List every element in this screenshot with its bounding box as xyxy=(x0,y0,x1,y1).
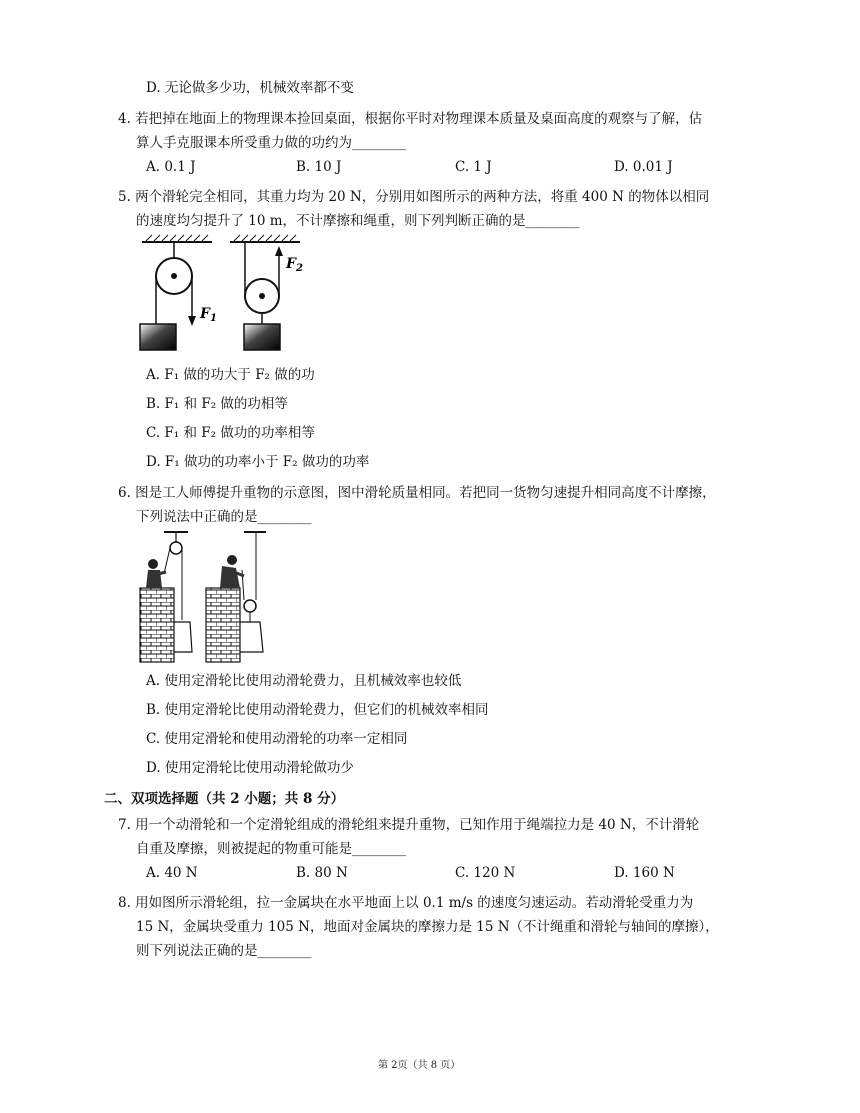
movable-pulley-diagram xyxy=(230,235,300,350)
q4-option-c: C. 1 J xyxy=(455,159,492,175)
page-footer: 第 2页（共 8 页） xyxy=(378,1060,461,1071)
q6-worker-figure xyxy=(136,530,276,664)
q5-stem-line1: 5. 两个滑轮完全相同，其重力均为 20 N，分别用如图所示的两种方法，将重 400 N 的物体以相同 xyxy=(118,189,710,205)
q5-stem-line2: 的速度均匀提升了 10 m，不计摩擦和绳重，则下列判断正确的是________ xyxy=(136,213,580,229)
fixed-pulley-worker-scene xyxy=(140,532,192,662)
section-2-heading: 二、双项选择题（共 2 小题；共 8 分） xyxy=(104,791,345,807)
q3-option-d: D. 无论做多少功，机械效率都不变 xyxy=(146,80,354,96)
q6-option-a: A. 使用定滑轮比使用动滑轮费力，且机械效率也较低 xyxy=(146,673,462,689)
q8-stem-line1: 8. 用如图所示滑轮组，拉一金属块在水平地面上以 0.1 m/s 的速度匀速运动。若动滑轮受重力为 xyxy=(118,895,694,911)
q6-option-c: C. 使用定滑轮和使用动滑轮的功率一定相同 xyxy=(146,731,408,747)
q7-option-c: C. 120 N xyxy=(455,865,516,881)
fixed-pulley-diagram xyxy=(140,235,212,350)
q4-option-a: A. 0.1 J xyxy=(146,159,196,175)
q8-stem-line3: 则下列说法正确的是________ xyxy=(136,943,312,959)
q7-option-d: D. 160 N xyxy=(614,865,675,881)
movable-pulley-worker-scene xyxy=(206,532,266,662)
q8-stem-line2: 15 N，金属块受重力 105 N，地面对金属块的摩擦力是 15 N（不计绳重和滑轮与轴间的摩擦）， xyxy=(136,919,719,935)
f2-label: $F_2$ xyxy=(286,256,303,274)
q6-stem-line2: 下列说法中正确的是________ xyxy=(136,509,312,525)
q7-option-b: B. 80 N xyxy=(296,865,348,881)
q5-pulley-figure xyxy=(138,232,318,356)
q5-option-a: A. F₁ 做的功大于 F₂ 做的功 xyxy=(146,367,315,383)
q6-option-b: B. 使用定滑轮比使用动滑轮费力，但它们的机械效率相同 xyxy=(146,702,489,718)
q6-option-d: D. 使用定滑轮比使用动滑轮做功少 xyxy=(146,760,354,776)
q7-stem-line2: 自重及摩擦，则被提起的物重可能是________ xyxy=(136,841,406,857)
q5-option-c: C. F₁ 和 F₂ 做功的功率相等 xyxy=(146,425,315,441)
q5-option-b: B. F₁ 和 F₂ 做的功相等 xyxy=(146,396,288,412)
q4-option-d: D. 0.01 J xyxy=(614,159,673,175)
q5-option-d: D. F₁ 做功的功率小于 F₂ 做功的功率 xyxy=(146,454,370,470)
q4-option-b: B. 10 J xyxy=(296,159,342,175)
q7-option-a: A. 40 N xyxy=(146,865,198,881)
q4-stem-line1: 4. 若把掉在地面上的物理课本捡回桌面，根据你平时对物理课本质量及桌面高度的观察与了解，估 xyxy=(118,111,703,127)
f1-label: $F_1$ xyxy=(200,306,217,324)
q4-stem-line2: 算人手克服课本所受重力做的功约为________ xyxy=(136,135,406,151)
q7-stem-line1: 7. 用一个动滑轮和一个定滑轮组成的滑轮组来提升重物，已知作用于绳端拉力是 40 N，不计滑轮 xyxy=(118,817,700,833)
q6-stem-line1: 6. 图是工人师傅提升重物的示意图，图中滑轮质量相同。若把同一货物匀速提升相同高度不计摩擦， xyxy=(118,485,716,501)
